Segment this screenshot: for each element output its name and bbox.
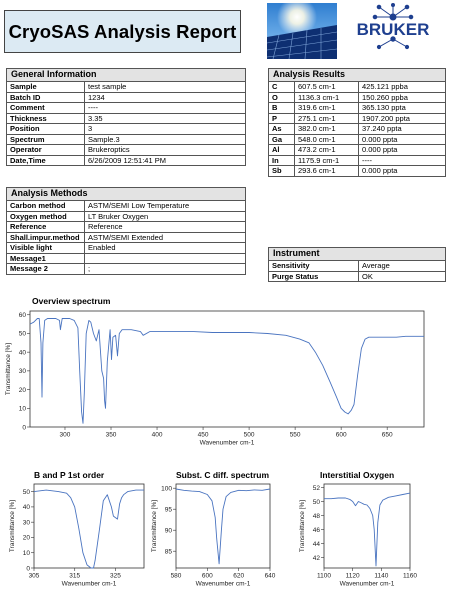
general-info-row [7, 82, 246, 93]
y-tick-label: 50 [18, 330, 26, 338]
general-info-label: Comment [7, 103, 85, 114]
overview-spectrum-title: Overview spectrum [32, 296, 111, 306]
analysis-result-element: Al [269, 145, 295, 156]
b-and-p-chart [0, 470, 150, 598]
x-axis-label: Wavenumber cm-1 [61, 580, 117, 588]
analysis-result-row [269, 92, 446, 103]
x-tick-label: 650 [381, 431, 393, 439]
analysis-result-position: 548.0 cm-1 [295, 134, 359, 145]
interstitial-oxygen-panel [300, 470, 450, 598]
analysis-methods-table [6, 187, 246, 275]
y-tick-label: 30 [18, 368, 26, 376]
analysis-result-row [269, 145, 446, 156]
y-axis-label: Transmittance [%] [8, 499, 16, 553]
analysis-result-value: ---- [359, 155, 446, 166]
analysis-result-value: 1907.200 ppta [359, 113, 446, 124]
y-tick-label: 46 [312, 526, 320, 534]
y-axis-label: Transmittance [%] [150, 499, 158, 553]
x-tick-label: 620 [233, 572, 245, 580]
analysis-result-position: 382.0 cm-1 [295, 124, 359, 135]
analysis-result-row [269, 82, 446, 93]
analysis-method-label: Shall.impur.method [7, 232, 85, 243]
analysis-method-label: Message 2 [7, 264, 85, 275]
analysis-results-heading: Analysis Results [269, 69, 446, 82]
general-info-row [7, 103, 246, 114]
x-tick-label: 580 [170, 572, 182, 580]
x-tick-label: 300 [59, 431, 71, 439]
analysis-method-row [7, 211, 246, 222]
general-info-label: Thickness [7, 113, 85, 124]
general-info-label: Date,Time [7, 155, 85, 166]
x-tick-label: 550 [289, 431, 301, 439]
analysis-result-element: O [269, 92, 295, 103]
analysis-result-element: In [269, 155, 295, 166]
y-tick-label: 30 [22, 519, 30, 527]
y-tick-label: 20 [22, 534, 30, 542]
instrument-value: OK [359, 271, 446, 282]
analysis-result-element: B [269, 103, 295, 114]
analysis-result-position: 275.1 cm-1 [295, 113, 359, 124]
analysis-result-row [269, 166, 446, 177]
general-info-row [7, 92, 246, 103]
general-info-row [7, 145, 246, 156]
y-tick-label: 95 [164, 506, 172, 514]
x-tick-label: 1120 [345, 572, 360, 580]
y-tick-label: 90 [164, 527, 172, 535]
analysis-method-value: ; [85, 264, 246, 275]
analysis-result-element: As [269, 124, 295, 135]
instrument-row [269, 271, 446, 282]
x-tick-label: 640 [264, 572, 276, 580]
overview-spectrum-panel [0, 296, 450, 448]
y-tick-label: 85 [164, 548, 172, 556]
analysis-method-label: Visible light [7, 243, 85, 254]
general-info-row [7, 134, 246, 145]
analysis-result-position: 607.5 cm-1 [295, 82, 359, 93]
analysis-result-value: 0.000 ppta [359, 134, 446, 145]
x-tick-label: 1100 [317, 572, 331, 580]
analysis-result-element: Sb [269, 166, 295, 177]
analysis-result-position: 1136.3 cm-1 [295, 92, 359, 103]
analysis-method-label: Reference [7, 222, 85, 233]
analysis-result-row [269, 103, 446, 114]
x-tick-label: 600 [201, 572, 213, 580]
y-tick-label: 0 [22, 424, 26, 432]
analysis-method-value: ASTM/SEMI Low Temperature [85, 201, 246, 212]
general-info-value: Brukeroptics [85, 145, 246, 156]
general-information-table [6, 68, 246, 166]
general-information-heading: General Information [7, 69, 246, 82]
analysis-method-row [7, 264, 246, 275]
analysis-method-row [7, 253, 246, 264]
b-and-p-title: B and P 1st order [34, 470, 105, 480]
plot-frame [324, 484, 410, 568]
x-axis-label: Wavenumber cm-1 [195, 580, 251, 588]
y-tick-label: 20 [18, 386, 26, 394]
analysis-method-value [85, 253, 246, 264]
analysis-result-position: 1175.9 cm-1 [295, 155, 359, 166]
general-info-value: 3.35 [85, 113, 246, 124]
plot-frame [30, 311, 424, 427]
analysis-result-row [269, 134, 446, 145]
x-tick-label: 325 [110, 572, 121, 580]
analysis-method-label: Oxygen method [7, 211, 85, 222]
y-tick-label: 60 [18, 312, 26, 320]
general-info-value: 3 [85, 124, 246, 135]
instrument-label: Purge Status [269, 271, 359, 282]
overview-spectrum-chart [0, 296, 450, 448]
solar-panel-photo [267, 3, 337, 59]
y-tick-label: 10 [18, 405, 26, 413]
analysis-result-position: 473.2 cm-1 [295, 145, 359, 156]
y-tick-label: 50 [22, 488, 30, 496]
general-info-label: Operator [7, 145, 85, 156]
analysis-method-row [7, 201, 246, 212]
interstitial-oxygen-chart [300, 470, 450, 598]
analysis-result-row [269, 113, 446, 124]
y-tick-label: 44 [312, 540, 320, 548]
analysis-result-value: 37.240 ppta [359, 124, 446, 135]
general-info-label: Position [7, 124, 85, 135]
x-tick-label: 600 [335, 431, 347, 439]
interstitial-oxygen-title: Interstitial Oxygen [320, 470, 395, 480]
general-info-row [7, 155, 246, 166]
general-info-value: Sample.3 [85, 134, 246, 145]
bruker-logo [339, 3, 447, 59]
analysis-result-value: 425.121 ppba [359, 82, 446, 93]
report-title-box [4, 10, 241, 53]
instrument-value: Average [359, 261, 446, 272]
subst-c-chart [150, 470, 300, 598]
y-tick-label: 48 [312, 512, 320, 520]
analysis-method-row [7, 222, 246, 233]
analysis-method-label: Carbon method [7, 201, 85, 212]
y-tick-label: 52 [312, 484, 320, 492]
x-tick-label: 450 [197, 431, 209, 439]
analysis-results-table [268, 68, 446, 177]
y-axis-label: Transmittance [%] [298, 499, 306, 553]
x-tick-label: 500 [243, 431, 255, 439]
x-tick-label: 400 [151, 431, 163, 439]
analysis-result-row [269, 155, 446, 166]
analysis-result-position: 293.6 cm-1 [295, 166, 359, 177]
general-info-row [7, 113, 246, 124]
y-tick-label: 100 [161, 485, 172, 493]
subst-c-panel [150, 470, 300, 598]
y-axis-label: Transmittance [%] [4, 342, 12, 396]
analysis-result-row [269, 124, 446, 135]
analysis-method-label: Message1 [7, 253, 85, 264]
x-tick-label: 350 [105, 431, 117, 439]
x-tick-label: 1160 [403, 572, 417, 580]
general-info-row [7, 124, 246, 135]
y-tick-label: 50 [312, 498, 320, 506]
y-tick-label: 40 [22, 504, 30, 512]
b-and-p-panel [0, 470, 150, 598]
x-axis-label: Wavenumber cm-1 [199, 439, 255, 447]
analysis-result-value: 0.000 ppta [359, 166, 446, 177]
plot-frame [176, 484, 270, 568]
plot-frame [34, 484, 144, 568]
analysis-result-element: Ga [269, 134, 295, 145]
bruker-logo-text: BRUKER [356, 20, 430, 39]
instrument-row [269, 261, 446, 272]
x-axis-label: Wavenumber cm-1 [339, 580, 395, 588]
general-info-label: Spectrum [7, 134, 85, 145]
analysis-result-element: P [269, 113, 295, 124]
analysis-result-element: C [269, 82, 295, 93]
general-info-label: Sample [7, 82, 85, 93]
y-tick-label: 10 [22, 550, 30, 558]
analysis-result-position: 319.6 cm-1 [295, 103, 359, 114]
y-tick-label: 40 [18, 349, 26, 357]
analysis-result-value: 365.130 ppta [359, 103, 446, 114]
analysis-result-value: 150.260 ppba [359, 92, 446, 103]
instrument-label: Sensitivity [269, 261, 359, 272]
x-tick-label: 315 [69, 572, 81, 580]
x-tick-label: 1140 [374, 572, 389, 580]
x-tick-label: 305 [28, 572, 40, 580]
analysis-method-value: ASTM/SEMI Extended [85, 232, 246, 243]
analysis-method-value: Enabled [85, 243, 246, 254]
analysis-methods-heading: Analysis Methods [7, 188, 246, 201]
instrument-table [268, 247, 446, 282]
general-info-value: test sample [85, 82, 246, 93]
analysis-result-value: 0.000 ppta [359, 145, 446, 156]
report-title: CryoSAS Analysis Report [8, 20, 237, 42]
general-info-value: 6/26/2009 12:51:41 PM [85, 155, 246, 166]
subst-c-title: Subst. C diff. spectrum [176, 470, 270, 480]
instrument-heading: Instrument [269, 248, 446, 261]
analysis-method-row [7, 232, 246, 243]
analysis-method-value: Reference [85, 222, 246, 233]
analysis-method-row [7, 243, 246, 254]
analysis-method-value: LT Bruker Oxygen [85, 211, 246, 222]
general-info-label: Batch ID [7, 92, 85, 103]
y-tick-label: 0 [26, 565, 30, 573]
y-tick-label: 42 [312, 554, 320, 562]
general-info-value: 1234 [85, 92, 246, 103]
general-info-value: ---- [85, 103, 246, 114]
